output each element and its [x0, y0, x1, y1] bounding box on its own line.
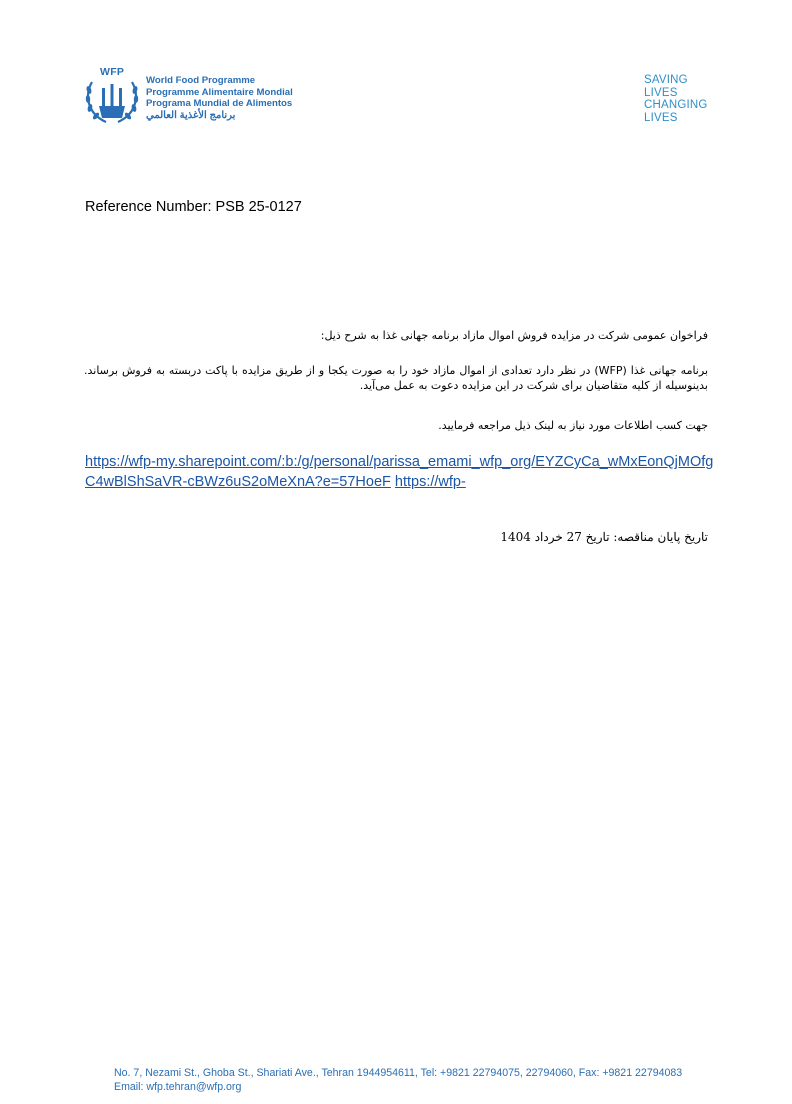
- announcement-paragraph: برنامه جهانی غذا (WFP) در نظر دارد تعدادی از اموال مازاد خود را به صورت یکجا و از طریق مزایده با پاکت دربسته به فروش برساند. بدینوسیله از کلیه متقاضیان برای شرکت در این مزایده دعوت به عمل می‌آید.: [84, 364, 709, 392]
- slogan-line: SAVING: [644, 74, 688, 86]
- announcement-heading: فراخوان عمومی شرکت در مزایده فروش اموال مازاد برنامه جهانی غذا به شرح ذیل:: [320, 329, 708, 342]
- org-name-en: World Food Programme: [146, 75, 256, 86]
- slogan-line: LIVES: [644, 111, 678, 124]
- footer: [114, 1066, 682, 1094]
- slogan-line: LIVES: [644, 86, 678, 99]
- wfp-logo-text: WFP: [100, 66, 125, 78]
- slogan-line: CHANGING: [644, 99, 708, 111]
- deadline-text: تاریخ پایان مناقصه: تاریخ 27 خرداد 1404: [500, 530, 708, 544]
- footer-email: Email: wfp.tehran@wfp.org: [114, 1081, 242, 1093]
- organization-names: [146, 75, 293, 121]
- info-line: جهت کسب اطلاعات مورد نیاز به لینک ذیل مراجعه فرمایید.: [438, 419, 708, 432]
- sharepoint-link[interactable]: https://wfp-my.sharepoint.com/:b:/g/personal/parissa_emami_wfp_org/EYZCyCa_wMxEonQjMOfgC4wBlShSaVR-cBWz6uS2oMeXnA?e=57HoeF: [85, 454, 714, 490]
- sharepoint-link-block: [85, 452, 715, 492]
- reference-number: Reference Number: PSB 25-0127: [85, 199, 302, 215]
- org-name-es: Programa Mundial de Alimentos: [146, 98, 293, 109]
- org-name-fr: Programme Alimentaire Mondial: [146, 86, 293, 98]
- slogan: [644, 74, 708, 124]
- org-name-ar: برنامج الأغذية العالمي: [146, 109, 236, 121]
- sharepoint-link-2[interactable]: https://wfp-: [394, 474, 466, 490]
- footer-address: No. 7, Nezami St., Ghoba St., Shariati Ave., Tehran 1944954611, Tel: +9821 22794075, 22794060, Fax: +9821 22794083: [114, 1067, 683, 1079]
